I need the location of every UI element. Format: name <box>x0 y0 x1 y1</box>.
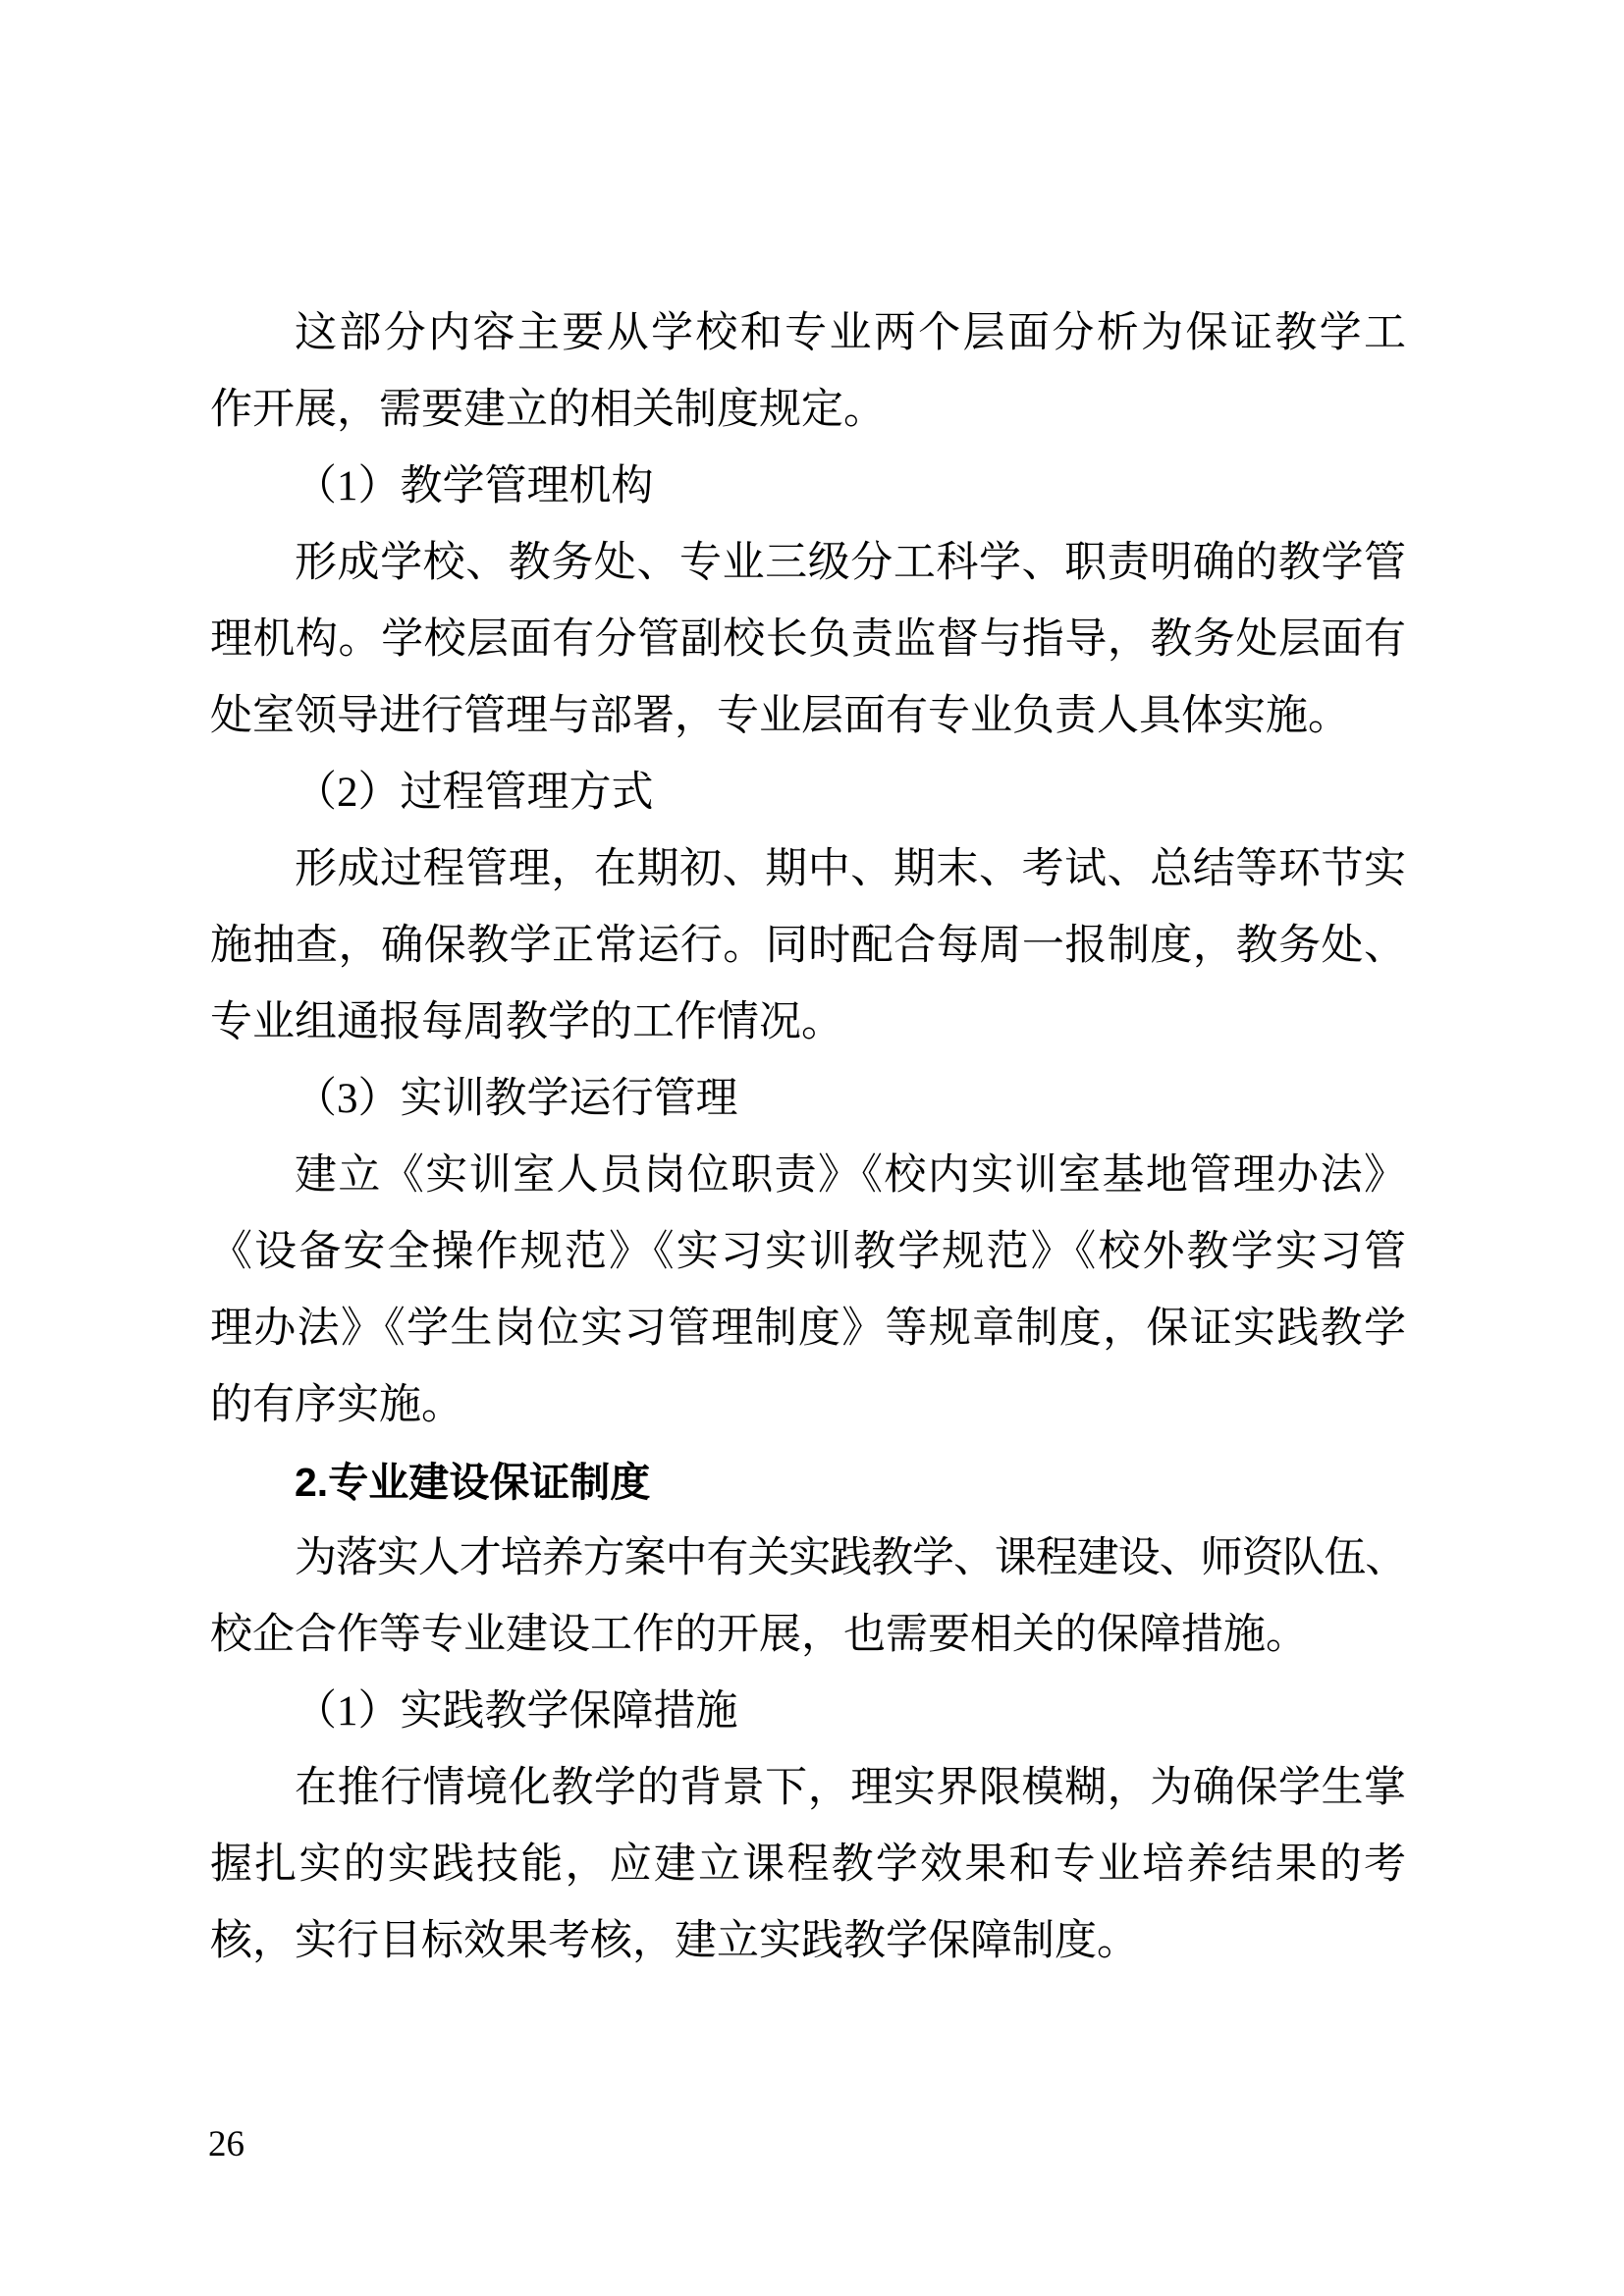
text-line: 理办法》《学生岗位实习管理制度》等规章制度，保证实践教学 <box>210 1306 1406 1352</box>
text-line: 处室领导进行管理与部署，专业层面有专业负责人具体实施。 <box>210 693 1350 739</box>
text-body <box>210 295 1406 1980</box>
text-line: 校企合作等专业建设工作的开展，也需要相关的保障措施。 <box>210 1612 1308 1658</box>
paragraph <box>210 1521 1406 1674</box>
text-line: 形成过程管理，在期初、期中、期末、考试、总结等环节实 <box>295 846 1406 892</box>
text-line: 这部分内容主要从学校和专业两个层面分析为保证教学工 <box>295 310 1406 356</box>
text-line: （3）实训教学运行管理 <box>295 1076 738 1122</box>
text-line: 作开展，需要建立的相关制度规定。 <box>210 387 886 433</box>
text-line: 理机构。学校层面有分管副校长负责监督与指导，教务处层面有 <box>210 616 1406 663</box>
text-line: 形成学校、教务处、专业三级分工科学、职责明确的教学管 <box>295 540 1406 586</box>
text-line: 握扎实的实践技能，应建立课程教学效果和专业培养结果的考 <box>210 1842 1406 1888</box>
section-subheading <box>210 755 1406 831</box>
section-subheading <box>210 1061 1406 1138</box>
text-line: 建立《实训室人员岗位职责》《校内实训室基地管理办法》 <box>295 1152 1406 1199</box>
text-line: 在推行情境化教学的背景下，理实界限模糊，为确保学生掌 <box>295 1765 1406 1811</box>
paragraph <box>210 295 1406 449</box>
paragraph <box>210 525 1406 755</box>
page-number: 26 <box>208 2124 244 2164</box>
text-line: 专业组通报每周教学的工作情况。 <box>210 999 843 1045</box>
text-line: 2.专业建设保证制度 <box>295 1460 651 1505</box>
text-line: （1）教学管理机构 <box>295 463 654 509</box>
text-line: 的有序实施。 <box>210 1382 463 1428</box>
section-subheading <box>210 1674 1406 1750</box>
paragraph <box>210 1750 1406 1980</box>
paragraph <box>210 831 1406 1061</box>
text-line: 核，实行目标效果考核，建立实践教学保障制度。 <box>210 1918 1139 1964</box>
text-line: 《设备安全操作规范》《实习实训教学规范》《校外教学实习管 <box>210 1229 1406 1275</box>
text-line: 为落实人才培养方案中有关实践教学、课程建设、师资队伍、 <box>295 1535 1406 1581</box>
text-line: （1）实践教学保障措施 <box>295 1688 738 1735</box>
paragraph <box>210 1138 1406 1444</box>
section-subheading <box>210 449 1406 525</box>
section-heading <box>210 1444 1406 1521</box>
text-line: 施抽查，确保教学正常运行。同时配合每周一报制度，教务处、 <box>210 923 1406 969</box>
text-line: （2）过程管理方式 <box>295 770 654 816</box>
